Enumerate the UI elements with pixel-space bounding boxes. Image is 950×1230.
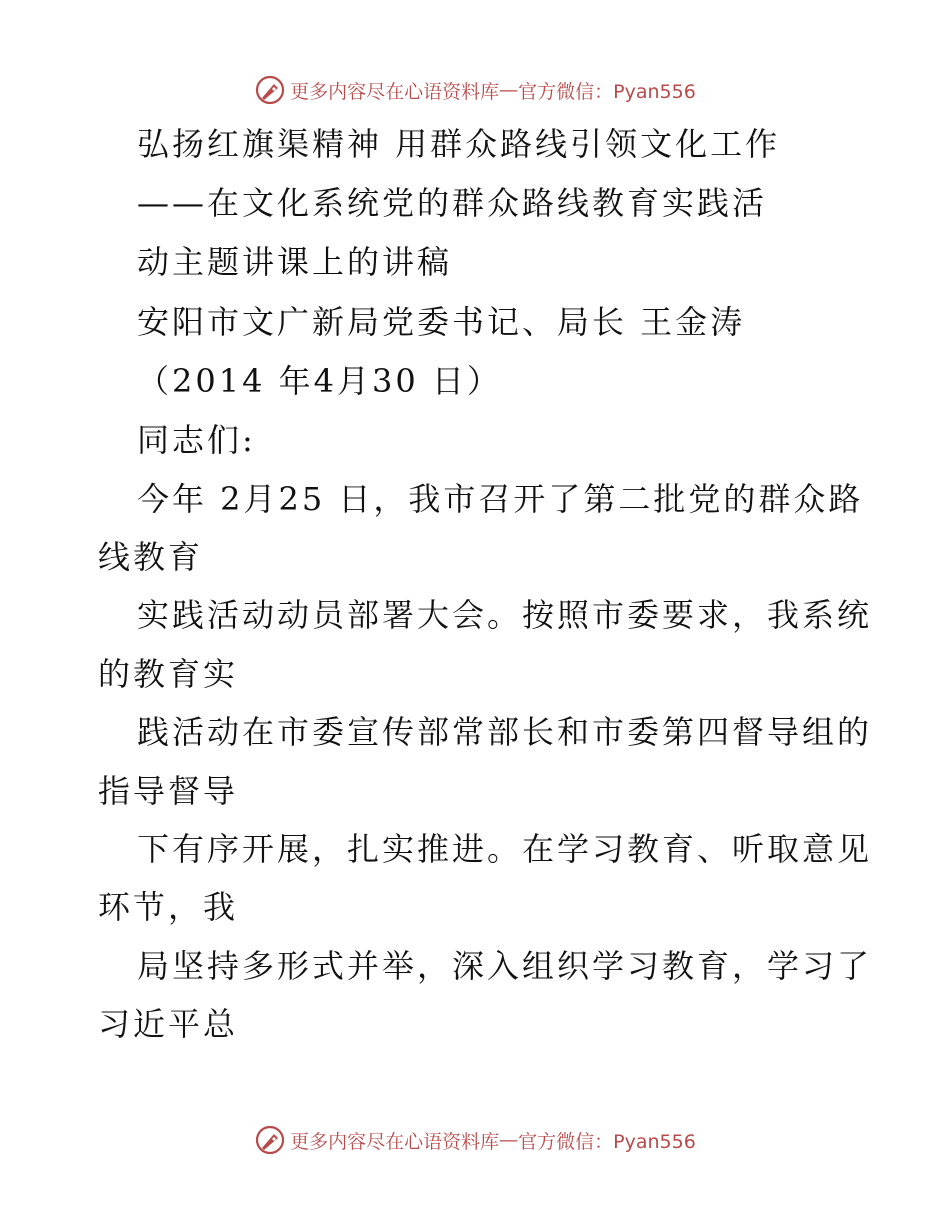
paragraph-line: 线教育 xyxy=(98,538,204,576)
paragraph-line: 下有序开展，扎实推进。在学习教育、听取意见 xyxy=(137,830,873,868)
paragraph-line: 践活动在市委宣传部常部长和市委第四督导组的 xyxy=(137,713,873,751)
paragraph-line: 的教育实 xyxy=(98,655,239,693)
paragraph-line: 今年 2月25 日，我市召开了第二批党的群众路 xyxy=(137,480,864,518)
watermark-separator: — xyxy=(499,1129,519,1151)
pen-nib-logo-icon xyxy=(254,1124,286,1156)
header-watermark xyxy=(0,70,950,110)
watermark-text: 更多内容尽在心语资料库 xyxy=(290,80,500,103)
document-salutation: 同志们: xyxy=(137,421,256,459)
paragraph-line: 实践活动动员部署大会。按照市委要求，我系统 xyxy=(137,596,873,634)
footer-watermark xyxy=(0,1120,950,1160)
watermark-wechat: 官方微信：Pyan556 xyxy=(518,80,696,103)
document-date: （2014 年4月30 日） xyxy=(137,362,502,400)
document-subtitle-line-1: ——在文化系统党的群众路线教育实践活 xyxy=(137,184,768,222)
pen-nib-logo-icon xyxy=(254,74,286,106)
watermark-wechat: 官方微信：Pyan556 xyxy=(518,1130,696,1153)
document-title: 弘扬红旗渠精神 用群众路线引领文化工作 xyxy=(137,125,781,163)
watermark-text: 更多内容尽在心语资料库 xyxy=(290,1130,500,1153)
paragraph-line: 习近平总 xyxy=(98,1005,239,1043)
paragraph-line: 局坚持多形式并举，深入组织学习教育，学习了 xyxy=(137,947,873,985)
document-subtitle-line-2: 动主题讲课上的讲稿 xyxy=(137,243,453,281)
paragraph-line: 环节，我 xyxy=(98,888,239,926)
watermark-separator: — xyxy=(499,79,519,101)
paragraph-line: 指导督导 xyxy=(98,772,239,810)
document-author: 安阳市文广新局党委书记、局长 王金涛 xyxy=(137,303,746,341)
